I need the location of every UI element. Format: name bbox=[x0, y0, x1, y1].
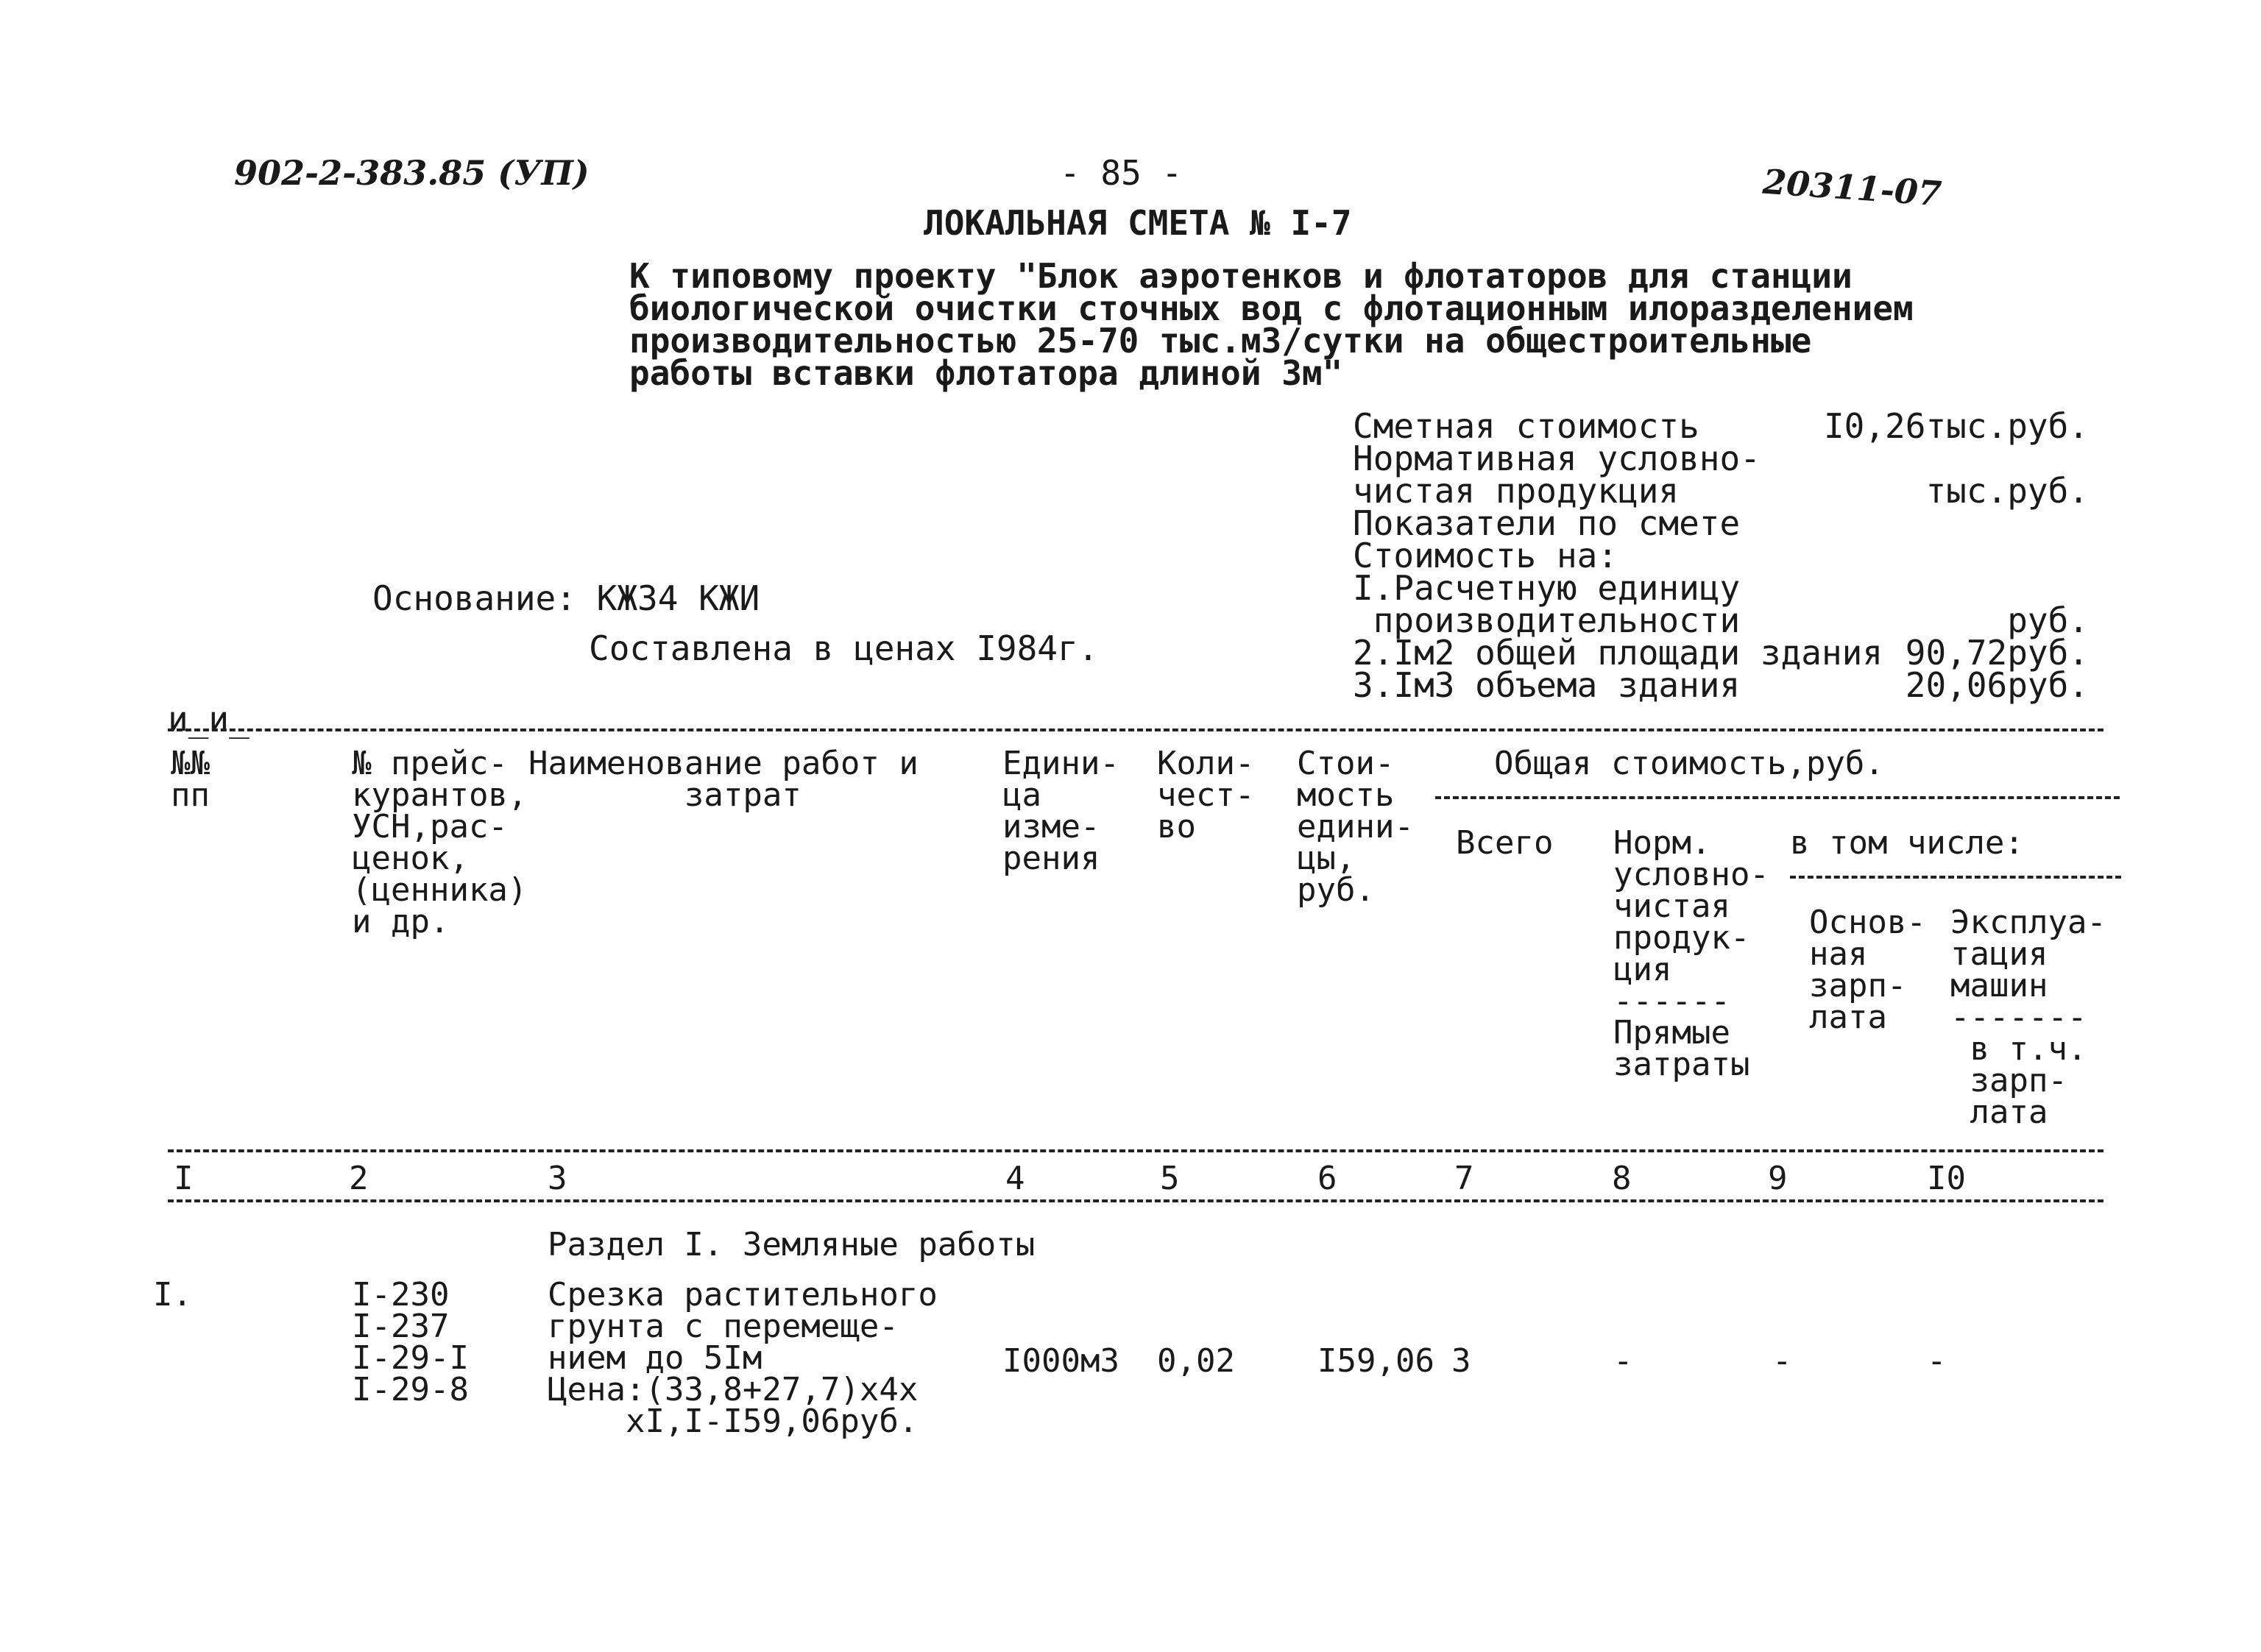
col-header-price-list: № прейс- курантов, УСН,рас- ценок, (ценника) и др. bbox=[352, 745, 528, 940]
section-title: Раздел I. Земляные работы bbox=[548, 1226, 1036, 1263]
column-number: 6 bbox=[1317, 1160, 1337, 1197]
summary-value: 90,72руб. bbox=[1905, 633, 2089, 673]
summary-label: Нормативная условно- bbox=[1353, 439, 1761, 478]
summary-label: Показатели по смете bbox=[1353, 503, 1741, 543]
row-total: 3 bbox=[1451, 1342, 1471, 1380]
row-number: I. bbox=[153, 1276, 192, 1314]
column-number: 8 bbox=[1612, 1160, 1632, 1197]
header-bottom-rule bbox=[168, 1149, 2103, 1152]
table-top-rule bbox=[168, 728, 2103, 731]
subtitle-line: производительностью 25-70 тыс.м3/сутки на общестроительные bbox=[629, 321, 1812, 361]
row-price-codes: I-230 I-237 I-29-I I-29-8 bbox=[352, 1276, 469, 1408]
table-corner-mark: и_и_ bbox=[168, 699, 250, 739]
basis-line: Основание: КЖ34 КЖИ bbox=[372, 578, 760, 618]
column-number: I0 bbox=[1927, 1160, 1966, 1197]
row-wages: - bbox=[1772, 1342, 1792, 1380]
summary-label: 2.Iм2 общей площади здания bbox=[1353, 633, 1883, 673]
including-rule bbox=[1790, 876, 2121, 879]
col-header-quantity: Коли- чест- во bbox=[1157, 745, 1255, 846]
col-header-total-cost: Общая стоимость,руб. bbox=[1494, 745, 1884, 782]
subheader-rule bbox=[1435, 796, 2120, 799]
row-direct-costs: - bbox=[1613, 1342, 1633, 1380]
col-header-machines: Эксплуа- тация машин ------- в т.ч. зарп- лата bbox=[1950, 904, 2106, 1131]
subtitle-line: биологической очистки сточных вод с флотационным илоразделением bbox=[629, 288, 1914, 328]
summary-value: руб. bbox=[2007, 600, 2089, 640]
col-header-unit-cost: Стои- мость едини- цы, руб. bbox=[1297, 745, 1414, 909]
summary-label: I.Расчетную единицу bbox=[1353, 568, 1741, 608]
col-header-number: №№ пп bbox=[171, 745, 210, 814]
row-machines: - bbox=[1927, 1342, 1947, 1380]
page-number: - 85 - bbox=[1060, 153, 1183, 193]
col-header-wages: Основ- ная зарп- лата bbox=[1809, 904, 1926, 1036]
document-title: ЛОКАЛЬНАЯ СМЕТА № I-7 bbox=[924, 203, 1352, 243]
summary-label: производительности bbox=[1353, 600, 1741, 640]
summary-value: тыс.руб. bbox=[1925, 471, 2089, 511]
col-header-unit: Едини- ца изме- рения bbox=[1002, 745, 1119, 877]
column-number: 7 bbox=[1454, 1160, 1474, 1197]
column-number: 9 bbox=[1768, 1160, 1788, 1197]
summary-label: Стоимость на: bbox=[1353, 536, 1618, 575]
price-year-line: Составлена в ценах I984г. bbox=[589, 628, 1099, 668]
summary-value: I0,26тыс.руб. bbox=[1823, 406, 2089, 446]
col-header-work-name: Наименование работ и затрат bbox=[528, 745, 919, 814]
row-unit-cost: I59,06 bbox=[1317, 1342, 1434, 1380]
document-code: 902-2-383.85 (УП) bbox=[234, 153, 590, 193]
summary-value: 20,06руб. bbox=[1905, 665, 2089, 705]
column-number: 4 bbox=[1005, 1160, 1025, 1197]
column-number: I bbox=[174, 1160, 194, 1197]
summary-label: 3.Iм3 объема здания bbox=[1353, 665, 1741, 705]
summary-block bbox=[1353, 406, 2089, 705]
column-number: 2 bbox=[349, 1160, 369, 1197]
col-header-direct-costs: Норм. условно- чистая продук- ция ------ Прямые затраты bbox=[1613, 824, 1769, 1083]
summary-label: чистая продукция bbox=[1353, 471, 1680, 511]
row-work-name: Срезка растительного грунта с перемеще- нием до 5Iм Цена:(33,8+27,7)х4х хI,I-I59,06руб. bbox=[548, 1276, 938, 1440]
subtitle-line: работы вставки флотатора длиной 3м" bbox=[629, 353, 1343, 393]
subtitle-line: К типовому проекту "Блок аэротенков и флотаторов для станции bbox=[629, 256, 1853, 296]
column-number: 3 bbox=[548, 1160, 567, 1197]
column-number-rule bbox=[168, 1199, 2103, 1202]
handwritten-reference: 20311-07 bbox=[1761, 161, 1943, 214]
col-header-including: в том числе: bbox=[1790, 824, 2024, 862]
summary-label: Сметная стоимость bbox=[1353, 406, 1699, 446]
column-number: 5 bbox=[1160, 1160, 1180, 1197]
col-header-total: Всего bbox=[1456, 824, 1554, 862]
row-unit: I000м3 bbox=[1002, 1342, 1119, 1380]
row-quantity: 0,02 bbox=[1157, 1342, 1235, 1380]
